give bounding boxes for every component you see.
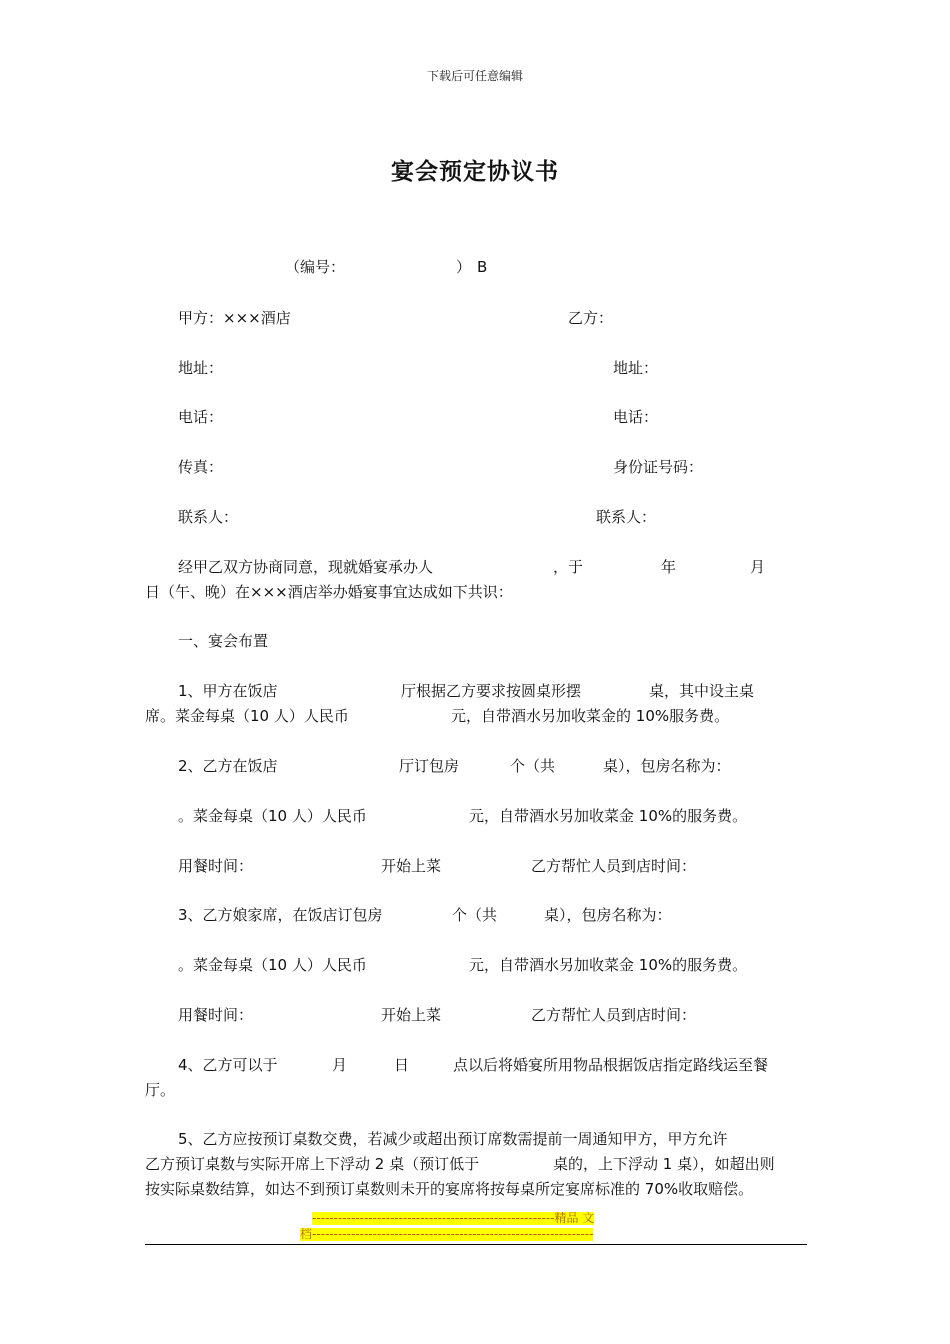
party-a-name: 甲方：×××酒店 [178, 309, 291, 327]
item3-f: 元，自带酒水另加收菜金 10%的服务费。 [469, 956, 748, 974]
party-b-id: 身份证号码： [613, 458, 704, 476]
intro-text-2: ，于 [553, 558, 584, 576]
party-a-contact: 联系人： [178, 508, 239, 526]
item2-meal-time: 用餐时间： [178, 857, 254, 875]
item4-day: 日 [394, 1056, 410, 1074]
item2-c: 个（共 [510, 757, 556, 775]
intro-month: 月 [750, 558, 766, 576]
party-a-address: 地址： [178, 359, 224, 377]
party-b-phone: 电话： [613, 408, 659, 426]
item4-month: 月 [332, 1056, 348, 1074]
item1-e: 元，自带酒水另加收菜金的 10%服务费。 [451, 707, 730, 725]
item1-b: 厅根据乙方要求按圆桌形摆 [401, 682, 582, 700]
item2-d: 桌），包房名称为： [603, 757, 731, 775]
item3-b: 个（共 [452, 906, 498, 924]
number-suffix: B [477, 258, 488, 276]
section-heading: 一、宴会布置 [178, 632, 269, 650]
item3-a: 3、乙方娘家席，在饭店订包房 [178, 906, 383, 924]
document-title: 宴会预定协议书 [391, 159, 559, 185]
item2-a: 2、乙方在饭店 [178, 757, 278, 775]
intro-line-2: 日（午、晚）在×××酒店举办婚宴事宜达成如下共识： [145, 583, 513, 601]
intro-year: 年 [661, 558, 677, 576]
item4-d: 点以后将婚宴所用物品根据饭店指定路线运至餐 [453, 1056, 769, 1074]
number-label: （编号： [285, 258, 346, 276]
item3-serving: 开始上菜 [381, 1006, 442, 1024]
item4-a: 4、乙方可以于 [178, 1056, 278, 1074]
footer-watermark [300, 1212, 650, 1244]
item5-line-2b: 桌的，上下浮动 1 桌），如超出则 [553, 1155, 775, 1173]
item3-e: 。菜金每桌（10 人）人民币 [178, 956, 367, 974]
party-a-phone: 电话： [178, 408, 224, 426]
page-header: 下载后可任意编辑 [426, 69, 523, 83]
item2-serving: 开始上菜 [381, 857, 442, 875]
party-b-address: 地址： [613, 359, 659, 377]
footer-line-2: 档----------------------------------------------------------------- [300, 1227, 594, 1241]
party-a-fax: 传真： [178, 458, 224, 476]
item2-f: 元，自带酒水另加收菜金 10%的服务费。 [469, 807, 748, 825]
item2-helper-time: 乙方帮忙人员到店时间： [531, 857, 697, 875]
item5-line-2a: 乙方预订桌数与实际开席上下浮动 2 桌（预订低于 [145, 1155, 480, 1173]
number-close: ） [456, 258, 472, 276]
item3-meal-time: 用餐时间： [178, 1006, 254, 1024]
item4-e: 厅。 [145, 1081, 176, 1099]
item2-b: 厅订包房 [399, 757, 460, 775]
party-b-contact: 联系人： [596, 508, 657, 526]
item3-helper-time: 乙方帮忙人员到店时间： [531, 1006, 697, 1024]
item3-c: 桌），包房名称为： [544, 906, 672, 924]
item1-c: 桌，其中设主桌 [649, 682, 755, 700]
item5-line-1: 5、乙方应按预订桌数交费，若减少或超出预订席数需提前一周通知甲方，甲方允许 [178, 1130, 728, 1148]
item5-line-3: 按实际桌数结算，如达不到预订桌数则未开的宴席将按每桌所定宴席标准的 70%收取赔偿。 [145, 1180, 754, 1198]
party-b-name: 乙方： [568, 309, 614, 327]
footer-line-1: --------------------------------------------------------精品 文 [312, 1211, 595, 1225]
item1-a: 1、甲方在饭店 [178, 682, 278, 700]
intro-text-1: 经甲乙双方协商同意，现就婚宴承办人 [178, 558, 434, 576]
item2-e: 。菜金每桌（10 人）人民币 [178, 807, 367, 825]
item1-d: 席。菜金每桌（10 人）人民币 [145, 707, 349, 725]
footer-divider [145, 1244, 807, 1245]
